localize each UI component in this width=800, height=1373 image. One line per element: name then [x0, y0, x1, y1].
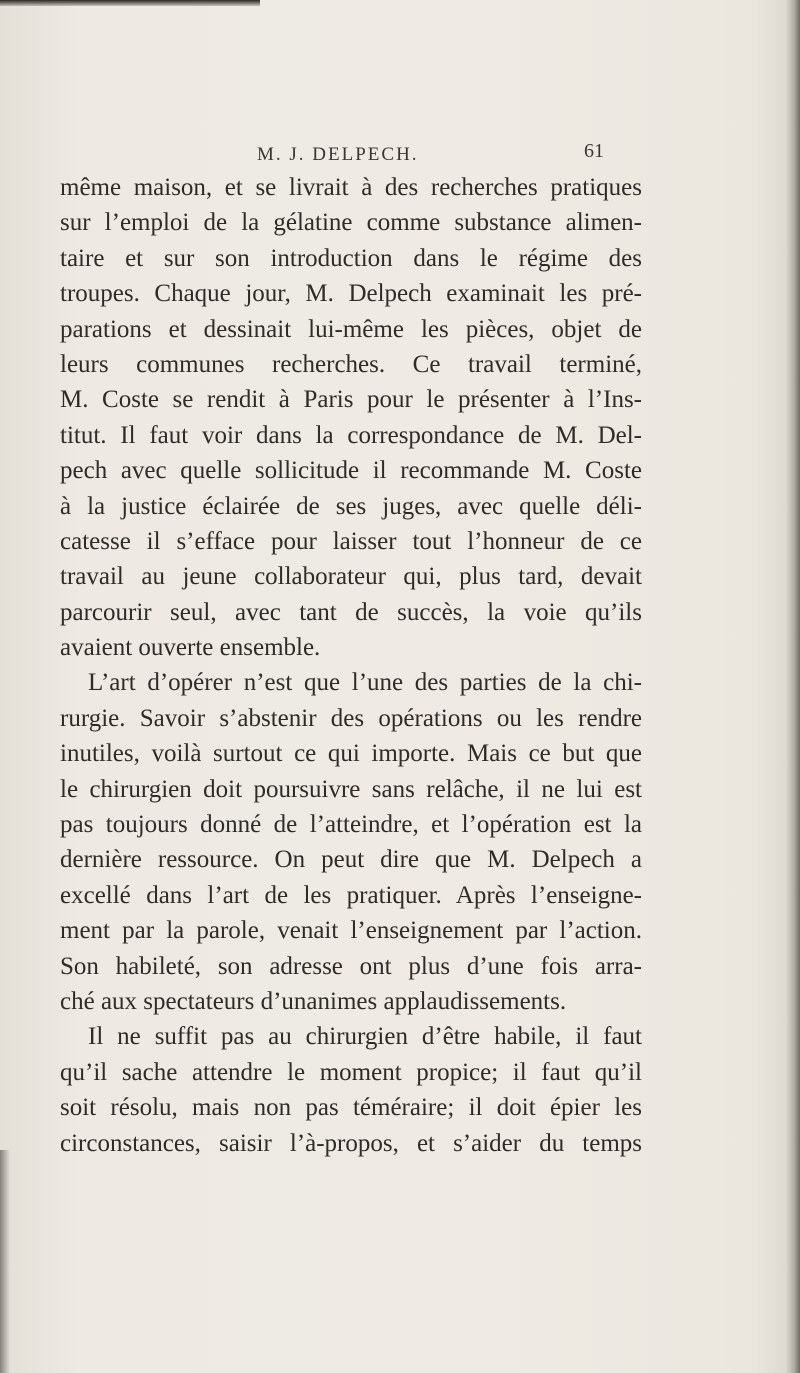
- text-line: titut. Il faut voir dans la correspondance de M. Del-: [60, 421, 642, 449]
- text-line: le chirurgien doit poursuivre sans relâche, il ne lui est: [60, 775, 642, 803]
- text-line: leurs communes recherches. Ce travail terminé,: [60, 350, 642, 378]
- text-line: pas toujours donné de l’atteindre, et l’opération est la: [60, 811, 642, 839]
- paragraph-start-line: Il ne suffit pas au chirurgien d’être habile, il faut: [88, 1023, 642, 1051]
- text-line: M. Coste se rendit à Paris pour le présenter à l’Ins-: [60, 386, 642, 414]
- text-line: même maison, et se livrait à des recherches pratiques: [60, 174, 642, 201]
- text-line: troupes. Chaque jour, M. Delpech examinait les pré-: [60, 280, 642, 308]
- running-head: [60, 140, 620, 170]
- text-line: catesse il s’efface pour laisser tout l’honneur de ce: [60, 527, 642, 555]
- paragraph-end-line: ché aux spectateurs d’unanimes applaudissements.: [60, 987, 567, 1015]
- text-line: excellé dans l’art de les pratiquer. Après l’enseigne-: [60, 881, 642, 909]
- text-line: qu’il sache attendre le moment propice; il faut qu’il: [60, 1058, 642, 1086]
- text-line: parcourir seul, avec tant de succès, la voie qu’ils: [60, 598, 642, 626]
- text-line: soit résolu, mais non pas téméraire; il doit épier les: [60, 1094, 642, 1122]
- page-number: 61: [584, 140, 604, 162]
- paragraph-end-line: avaient ouverte ensemble.: [60, 634, 321, 662]
- text-line: à la justice éclairée de ses juges, avec quelle déli-: [60, 492, 642, 520]
- page-top-edge-shadow: [0, 0, 260, 6]
- paragraph-start-line: L’art d’opérer n’est que l’une des parties de la chi-: [88, 669, 642, 697]
- text-line: sur l’emploi de la gélatine comme substance alimen-: [60, 209, 642, 237]
- text-line: parations et dessinait lui-même les pièces, objet de: [60, 315, 642, 343]
- text-line: pech avec quelle sollicitude il recommande M. Coste: [60, 457, 642, 485]
- text-line: rurgie. Savoir s’abstenir des opérations ou les rendre: [60, 704, 642, 732]
- text-line: ment par la parole, venait l’enseignement par l’action.: [60, 917, 642, 945]
- text-line: inutiles, voilà surtout ce qui importe. Mais ce but que: [60, 740, 642, 768]
- text-line: taire et sur son introduction dans le régime des: [60, 244, 642, 272]
- text-line: circonstances, saisir l’à-propos, et s’aider du temps: [60, 1129, 642, 1157]
- body-text: [60, 170, 642, 1161]
- text-line: travail au jeune collaborateur qui, plus tard, devait: [60, 563, 642, 591]
- text-line: Son habileté, son adresse ont plus d’une fois arra-: [60, 952, 642, 980]
- page-left-shadow: [0, 1150, 10, 1373]
- text-line: dernière ressource. On peut dire que M. Delpech a: [60, 846, 642, 874]
- running-title: M. J. DELPECH.: [257, 144, 419, 165]
- page-edge-shadow: [786, 0, 800, 1373]
